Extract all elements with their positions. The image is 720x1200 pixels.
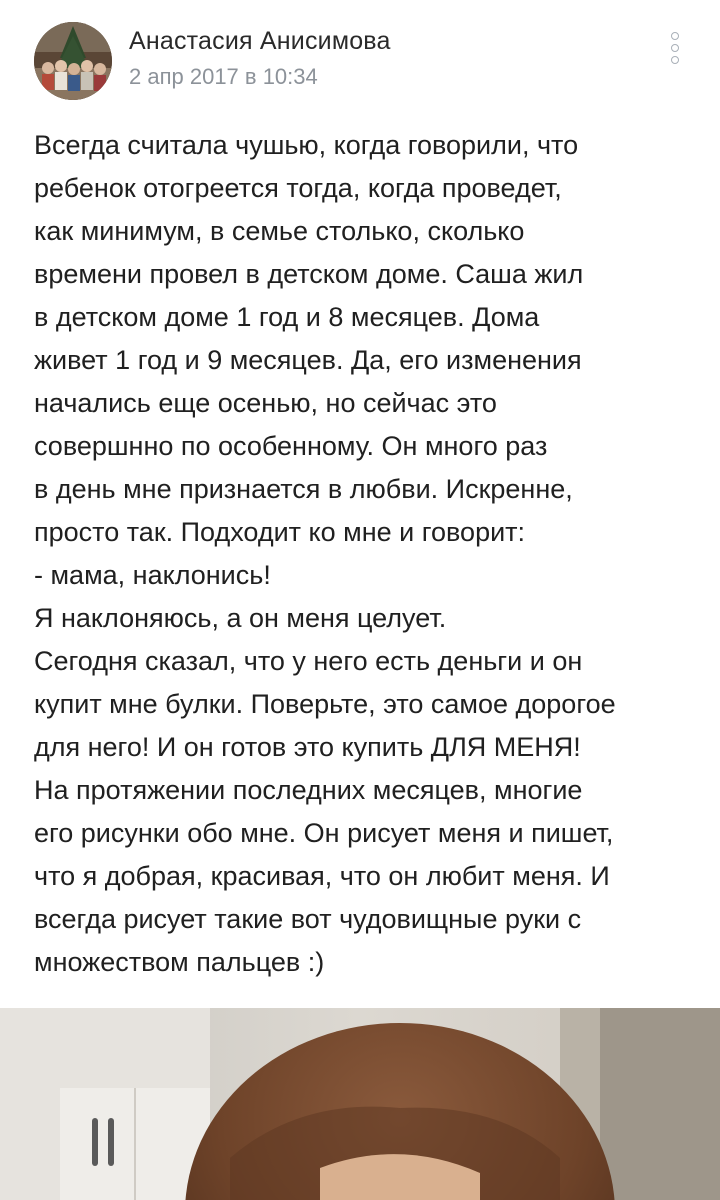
post-text-line: времени провел в детском доме. Саша жил [34,259,584,289]
post-text-line: ребенок отогреется тогда, когда проведет, [34,173,562,203]
more-dot [671,44,679,52]
post-text-line: совершнно по особенному. Он много раз [34,431,548,461]
post-text-line: множеством пальцев :) [34,947,325,977]
post-text-line: как минимум, в семье столько, сколько [34,216,525,246]
post-text-line: что я добрая, красивая, что он любит меня. И [34,861,610,891]
post-text [34,124,704,984]
post-text-line: в день мне признается в любви. Искренне, [34,474,573,504]
post-text-line: в детском доме 1 год и 8 месяцев. Дома [34,302,540,332]
post-text-line: - мама, наклонись! [34,560,271,590]
post-text-line: На протяжении последних месяцев, многие [34,775,583,805]
more-dot [671,56,679,64]
post-header [0,0,720,110]
more-dot [671,32,679,40]
post-text-line: всегда рисует такие вот чудовищные руки с [34,904,582,934]
post-text-line: купит мне булки. Поверьте, это самое дорогое [34,689,616,719]
post-text-line: Я наклоняюсь, а он меня целует. [34,603,447,633]
post-text-line: живет 1 год и 9 месяцев. Да, его изменения [34,345,582,375]
post-text-line: для него! И он готов это купить ДЛЯ МЕНЯ! [34,732,581,762]
author-name[interactable]: Анастасия Анисимова [129,27,391,55]
avatar[interactable] [34,22,112,100]
post-text-line: Сегодня сказал, что у него есть деньги и он [34,646,583,676]
post-text-line: просто так. Подходит ко мне и говорит: [34,517,526,547]
post-text-line: Всегда считала чушью, когда говорили, что [34,130,579,160]
post-text-line: начались еще осенью, но сейчас это [34,388,497,418]
post-text-line: его рисунки обо мне. Он рисует меня и пишет, [34,818,614,848]
post-photo[interactable] [0,1008,720,1200]
more-vertical-icon[interactable] [660,26,694,70]
post-date[interactable]: 2 апр 2017 в 10:34 [129,64,318,89]
